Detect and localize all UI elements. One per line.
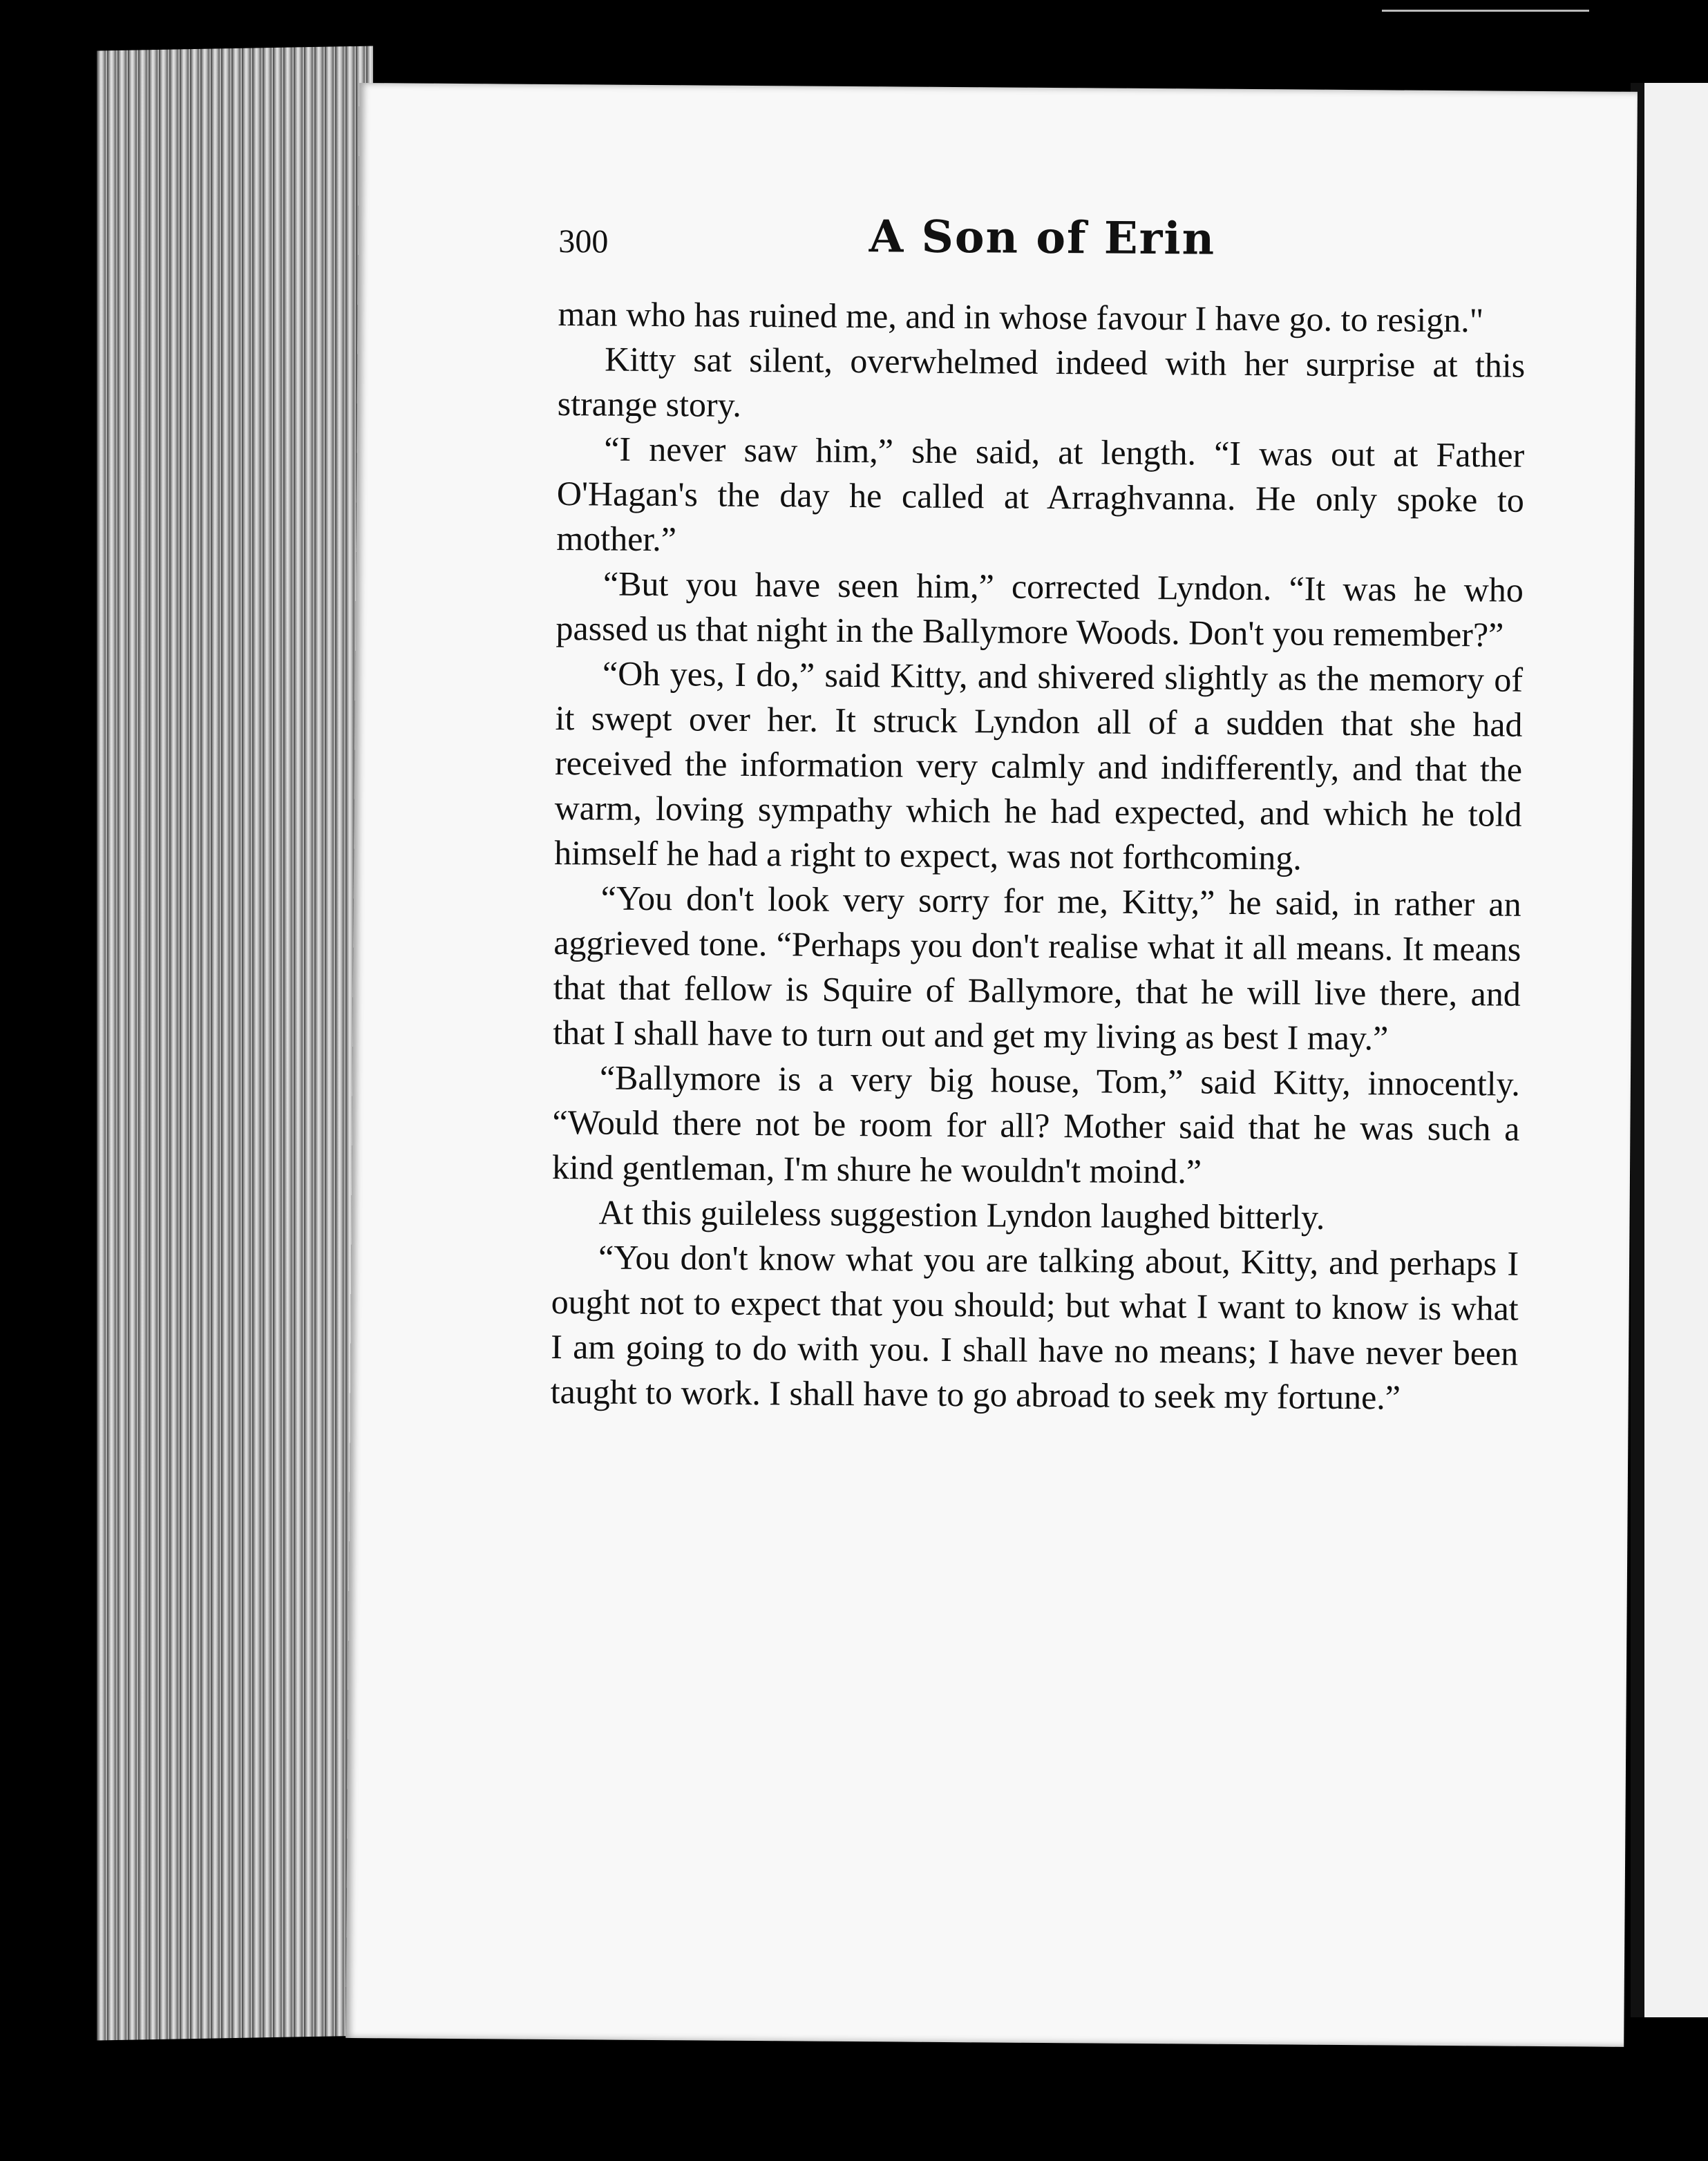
book-page [345, 83, 1638, 2047]
page-number: 300 [558, 223, 609, 260]
paragraph: “Oh yes, I do,” said Kitty, and shivered slightly as the memory of it swept over her. It struck Lyndon all of a sudden that she had received the information very calmly and indifferently, and that the warm, loving sympathy which he had expected, and which he told himself he had a right to expect, was not forthcoming. [554, 654, 1524, 877]
book-page-edges [97, 46, 373, 2041]
paragraph: “You don't look very sorry for me, Kitty,” he said, in rather an aggrieved tone. “Perhaps you don't realise what it all means. It means that that fellow is Squire of Ballymore, that he will live there, and that I shall have to turn out and get my living as best I may.” [553, 878, 1521, 1058]
body-text [551, 292, 1526, 1421]
scan-artifact-line [1382, 10, 1589, 12]
facing-page-edge [1644, 83, 1708, 2017]
paragraph: man who has ruined me, and in whose favour I have go. to resign." [558, 294, 1484, 340]
running-head [558, 209, 1526, 285]
paragraph: “I never saw him,” she said, at length. “I was out at Father O'Hagan's the day he called at Arraghvanna. He only spoke to mother.” [556, 429, 1525, 559]
paragraph: “But you have seen him,” corrected Lyndon. “It was he who passed us that night in the Ballymore Woods. Don't you remember?” [556, 564, 1524, 654]
book-title: A Son of Erin [869, 211, 1216, 265]
paragraph: Kitty sat silent, overwhelmed indeed with her surprise at this strange story. [557, 339, 1526, 424]
paragraph: “Ballymore is a very big house, Tom,” said Kitty, innocently. “Would there not be room for all? Mother said that he was such a kind gentleman, I'm shure he wouldn't moind.” [551, 1058, 1521, 1191]
paragraph: “You don't know what you are talking about, Kitty, and perhaps I ought not to expect that you should; but what I want to know is what I am going to do with you. I shall have no means; I have never been taught to work. I shall have to go abroad to seek my fortune.” [550, 1237, 1519, 1417]
paragraph: At this guileless suggestion Lyndon laughed bitterly. [598, 1192, 1325, 1237]
